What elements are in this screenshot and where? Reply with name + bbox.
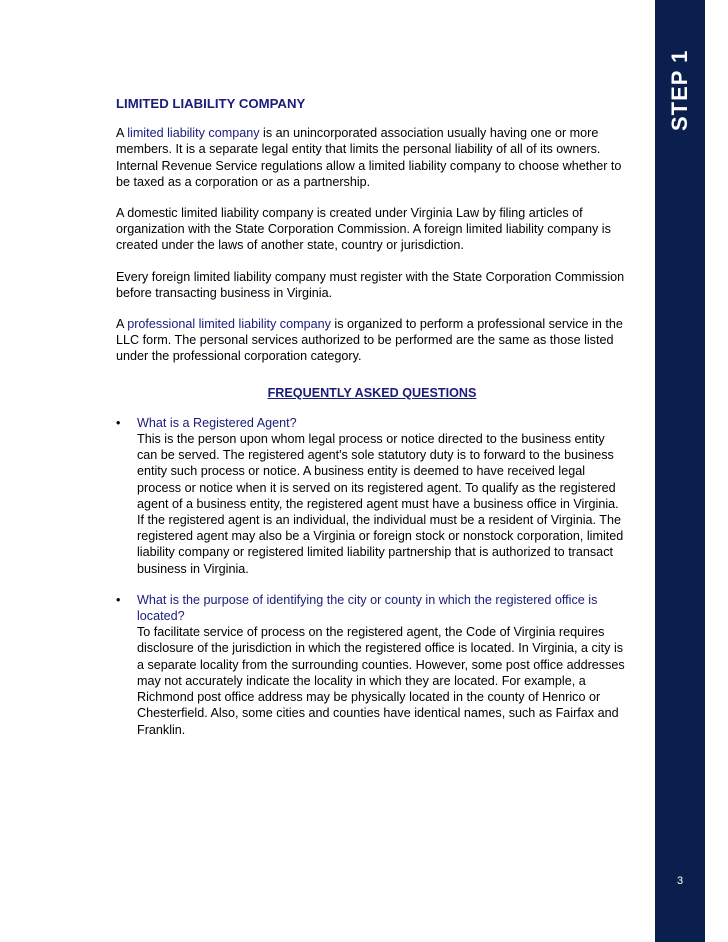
section-heading: LIMITED LIABILITY COMPANY — [116, 96, 306, 111]
faq-title: FREQUENTLY ASKED QUESTIONS — [267, 385, 477, 400]
bullet-icon: • — [116, 592, 121, 607]
page-number: 3 — [676, 875, 684, 887]
paragraph-professional-llc — [116, 316, 628, 365]
document-body — [116, 96, 628, 753]
faq-item — [116, 592, 628, 738]
para4-rest: is organized to perform a professional service in the LLC form. The personal services authorized to be performed are the same as those listed under the professional corporation category. — [116, 317, 623, 364]
step-label: STEP 1 — [667, 49, 692, 131]
paragraph-domestic-foreign: A domestic limited liability company is created under Virginia Law by filing articles of organization with the State Corporation Commission. A foreign limited liability company is created under the laws of another state, country or jurisdiction. — [116, 206, 611, 253]
faq-item — [116, 415, 628, 577]
faq-answer: To facilitate service of process on the registered agent, the Code of Virginia requires disclosure of the jurisdiction in which the registered office is located. In Virginia, a city is a separate locality from the surrounding counties. However, some post office addresses may not accurately indicate the locality in which they are located. For example, a Richmond post office address may be physically located in the county of Henrico or Chesterfield. Also, some cities and counties have identical names, such as Fairfax and Franklin. — [137, 625, 625, 737]
term-limited-liability-company: limited liability company — [127, 126, 260, 141]
bullet-icon: • — [116, 415, 121, 430]
faq-question: What is a Registered Agent? — [137, 415, 297, 430]
para1-prefix: A — [116, 126, 128, 141]
term-professional-llc: professional limited liability company — [127, 317, 331, 332]
side-band — [655, 0, 705, 942]
para4-prefix: A — [116, 317, 128, 332]
faq-list — [116, 415, 628, 738]
paragraph-foreign-registration: Every foreign limited liability company must register with the State Corporation Commission before transacting business in Virginia. — [116, 269, 625, 300]
para1-rest: is an unincorporated association usually having one or more members. It is a separate legal entity that limits the personal liability of all of its owners. Internal Revenue Service regulations allow a limited liability company to choose whether to be taxed as a corporation or as a partnership. — [116, 126, 622, 189]
faq-question: What is the purpose of identifying the city or county in which the registered office is located? — [137, 592, 598, 624]
faq-answer: This is the person upon whom legal process or notice directed to the business entity can be served. The registered agent's sole statutory duty is to forward to the business entity such process or notice. A business entity is deemed to have received legal process or notice when it is served on its registered agent. To qualify as the registered agent of a business entity, the registered agent must have a business office in Virginia. If the registered agent is an individual, the individual must be a resident of Virginia. The registered agent may also be a Virginia or foreign stock or nonstock corporation, limited liability company or registered limited liability partnership that is authorized to transact business in Virginia. — [137, 432, 624, 576]
paragraph-llc-definition — [116, 125, 628, 190]
